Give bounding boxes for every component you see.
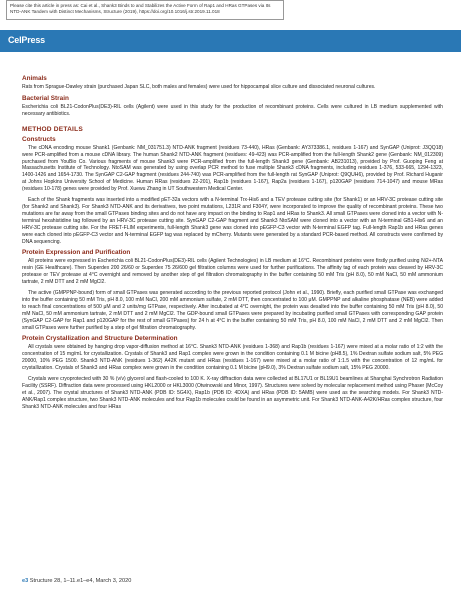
section-heading-bacterial-strain: Bacterial Strain <box>22 94 69 102</box>
page-number: e3 <box>22 578 29 584</box>
citation-notice: Please cite this article in press as: Cai et al., Shank3 Binds to and Stabilizes the Active Form of Rap1 and HRas GTPases via Its NTD-ANK Tandem with Distinct Mechanisms, Structure (2019), https://doi.org/10.1016/j.str.2019.11.018 <box>6 0 284 20</box>
article-body <box>22 75 443 415</box>
paragraph-constructs-2: Each of the Shank fragments was inserted into a modified pET-32a vectors with a N-terminal Trx-His6 and a TEV protease cutting site (for Shank1) or an HRV-3C protease cutting site (for Shank2 and Shank3). For Shank3 NTD-ANK and its derivatives, two point mutations, L231R and F304Y, were incorporated to improve the quality of recombinant proteins. These two mutations are far away from the small GTPases binding sites and do not have any impact on the binding to Rap1 and HRas to Shank3. All small GTPases were cloned into a vector with N-terminal hexahistidine tag followed by an HRV-3C protease cutting site. SynGAP C2-GAP fragment and Shank3 NtoSAM were cloned into a vector with an N-terminal GB1-His6 and an HRV-3C protease cutting site. For the FRET-FLIM experiments, full-length Shank3 gene was cloned into pEGFP-C3 vector with N-terminal EGFP tag. Full-length Rap1b and HRas genes were each cloned into pEGFP-C3 vector and N-terminal EGFP tag was replaced by mCherry. Mutants were generated by a standard PCR-based method. All constructs were confirmed by DNA sequencing. <box>22 197 443 245</box>
journal-logo: CelPress <box>8 35 45 45</box>
paragraph-protein-expression-1: All proteins were expressed in Escherichia coli BL21-CodonPlus(DE3)-RIL cells (Agilent Technologies) in LB medium at 16°C. Recombinant proteins were firstly purified using Ni2+-NTA resin (GE Healthcare). Then Superdex 200 26/60 or Superdex 75 26/600 gel filtration columns were used for further purifications. The affinity tag of each protein was cleaved by HRV-3C protease or TEV protease at 4°C overnight and removed by another step of gel filtration chromatography in the buffer containing 50 mM Tris (pH 8.0), 50 mM NaCl, 50 mM ammonium tartrate, 2 mM DTT and 2 mM MgCl2. <box>22 258 443 286</box>
section-heading-animals: Animals <box>22 75 47 82</box>
section-heading-constructs: Constructs <box>22 135 56 143</box>
journal-header-bar <box>0 30 461 52</box>
paragraph-crystallization-2: Crystals were cryoprotected with 30 % (v/v) glycerol and flash-cooled to 100 K. X-ray diffraction data were collected at BL17U1 or BL19U1 beamlines at Shanghai Synchrotron Radiation Facility (SSRF). Diffraction data were processed using HKL2000 or HKL3000 (Otwinowski and Minor, 1997). Structures were solved by molecular replacement method using Phaser (McCoy et al., 2007). The crystal structures of Shank3 NTD-ANK (PDB ID: 5G4X), Rap1b (PDB ID: 4DXA) and HRas (PDB ID: 5AMB) were used as the searching models. For Shank3 NTD-ANK/Rap1 complex structure, two Shank3 NTD-ANK molecules and four Rap1b molecules could be found in an asymmetric unit. For Shank3 NTD-ANK-A42K/HRas complex structure, four Shank3 NTD-ANK molecules and four HRas <box>22 376 443 410</box>
section-heading-protein-expression: Protein Expression and Purification <box>22 249 131 257</box>
section-heading-method-details: METHOD DETAILS <box>22 125 83 133</box>
paragraph-constructs-1: The cDNA encoding mouse Shank1 (Genbank: NM_031751.3) NTD-ANK fragment (residues 73-440), HRas (Genbank: AY373386.1, residues 1-167) and SynGAP (Uniprot: J3QQ18) were PCR-amplified from a mouse cDNA library. The human Shank2 NTD-ANK fragment (residues: 49-423) was PCR-amplified from the full-length Shank2 gene (Genbank: NM_012309) purchased from YouBio Co. Various fragments of mouse Shank3 were PCR-amplified from the full-length Shank3 gene (Genbank: AB231013), provided by Prof. Guoping Feng at Massachusetts Institute of Technology. NtoSAM was generated by using overlap PCR method to fuse multiple Shank3 cDNA fragments, including residues 1-376, 533-665, 1294-1323, 1400-1426 and 1654-1730. The SynGAP C2-GAP fragment (residues 244-740) was PCR-amplified from the full-length rat SynGAP (Uniprot: Q9QUH6), provided by Prof. Richard Huganir at Johns Hopkins University School of Medicine. Human RRas (residues 22-201), Rap1b (residues 1-167), Rap2a (residues 1-167), p120GAP (residues 714-1047) and mouse MRas (residues 10-178) genes were provided by Prof. Xuewu Zhang in UT Southwestern Medical Center. <box>22 144 443 193</box>
paragraph-bacterial-strain: Escherichia coli BL21-CodonPlus(DE3)-RIL cells (Agilent) were used in this study for the production of recombinant proteins. Cells were cultured in LB medium supplemented with necessary antibiotics. <box>22 103 443 117</box>
section-heading-crystallization: Protein Crystallization and Structure Determination <box>22 335 178 343</box>
paragraph-crystallization-1: All crystals were obtained by hanging drop vapor-diffusion method at 16°C. Shank3 NTD-ANK (residues 1-368) and Rap1b (residues 1-167) were mixed at a molar ratio of 1:2 with the concentration of 15 mg/mL for crystallization. Crystals of Shank3 and Rap1 complex were grown in the condition containing 0.1 M bicine (pH8.5), 1% Dextran sulfate sodium salt, 5% PEG 20000, 10% PEG 1500. Shank3 NTD-ANK (residues 1-362) A42K mutant and HRas (residues 1-167) were mixed at a molar ratio of 1:1.5 with the concentration of 12 mg/mL for crystallization. Crystals of Shank3 and HRas complex were grown in the condition containing 0.1 M bicine (pH9.0), 3% Dextran sulfate sodium salt, 15% PEG 20000. <box>22 344 443 372</box>
footer-citation: Structure 28, 1–11.e1–e4, March 3, 2020 <box>29 578 132 584</box>
paragraph-animals: Rats from Sprague-Dawley strain (purchased Japan SLC, both males and females) were used for hippocampal slice culture and dissociated neuronal cultures. <box>22 84 376 90</box>
paragraph-protein-expression-2: The active (GMPPNP-bound) form of small GTPases was generated according to the previous reported protocol (John et al., 1990). Briefly, each purified small GTPase was exchanged into the buffer containing 50 mM Tris, pH 8.0, 100 mM NaCl, 200 mM ammonium sulfate, 2 mM DTT, then concentrated to 100 μM. GMPPNP and alkaline phosphatase (NEB) were added to reach final concentrations of 500 μM and 2 units/mg GTPase, respectively. After incubated at 4°C overnight, the protein was desalted into the buffer containing 50 mM Tris (pH 8.0), 50 mM NaCl, 50 mM ammonium tartrate, 2 mM DTT and 2 mM MgCl2. The GDP-bound small GTPases were prepared by incubating purified small GTPases with corresponding GAP protein (SynGAP C2-GAP for Rap1 and p120GAP for the rest of small GTPases) for 24 h at 4°C in the buffer containing 50 mM Tris, pH 8.0, 100 mM NaCl, 2 mM DTT and 2 mM MgCl2. Then small GTPases were further purified by a step of gel filtration chromatography. <box>22 290 443 331</box>
page-footer <box>22 578 131 584</box>
